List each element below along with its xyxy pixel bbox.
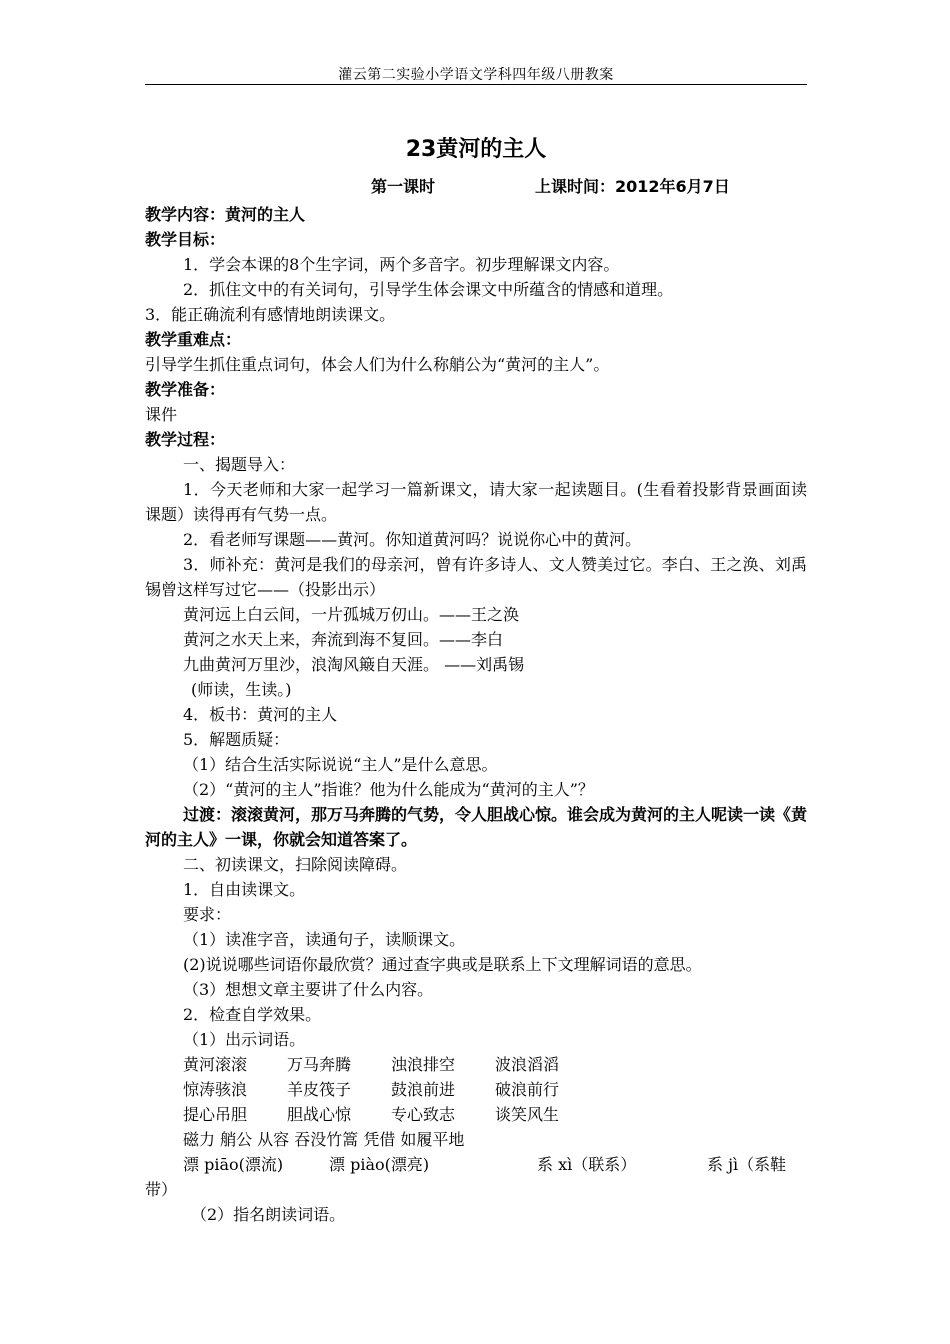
vocab-row xyxy=(145,1052,807,1077)
requirements-label: 要求： xyxy=(183,905,232,924)
polyphone-item: 漂 piāo(漂流) xyxy=(183,1155,284,1174)
vocab-word: 羊皮筏子 xyxy=(287,1080,352,1099)
check-item: （2）指名朗读词语。 xyxy=(191,1205,346,1224)
process-paragraph: 5．解题质疑： xyxy=(183,730,290,749)
process-paragraph: 4．板书：黄河的主人 xyxy=(183,705,338,724)
vocab-word: 万马奔腾 xyxy=(287,1055,352,1074)
goal-item: 3．能正确流利有感情地朗读课文。 xyxy=(145,305,396,324)
page-header: 灌云第二实验小学语文学科四年级八册教案 xyxy=(338,67,614,83)
poem-line: 九曲黄河万里沙，浪淘风簸自天涯。 ——刘禹锡 xyxy=(183,655,525,674)
difficulty-text: 引导学生抓住重点词句，体会人们为什么称艄公为“黄河的主人”。 xyxy=(145,355,610,374)
content-line: 教学内容：黄河的主人 xyxy=(145,205,306,224)
vocab-word: 波浪滔滔 xyxy=(495,1055,560,1074)
vocab-row xyxy=(145,1077,807,1102)
section-heading: 二、初读课文，扫除阅读障碍。 xyxy=(183,855,408,874)
transition-paragraph: 过渡：滚滚黄河，那万马奔腾的气势，令人胆战心惊。谁会成为黄河的主人呢读一读《黄河的主人》一课，你就会知道答案了。 xyxy=(145,805,808,849)
vocab-word: 胆战心惊 xyxy=(287,1105,352,1124)
polyphone-row xyxy=(145,1152,807,1177)
process-paragraph: 3．师补充：黄河是我们的母亲河，曾有许多诗人、文人赞美过它。李白、王之涣、刘禹锡曾这样写过它——（投影出示） xyxy=(145,555,807,599)
vocab-row xyxy=(145,1102,807,1127)
vocab-word: 浊浪排空 xyxy=(391,1055,456,1074)
vocab-word: 破浪前行 xyxy=(495,1080,560,1099)
process-paragraph: 1．自由读课文。 xyxy=(183,880,306,899)
process-paragraph: 1．今天老师和大家一起学习一篇新课文，请大家一起读题目。(生看着投影背景画面读课题）读得再有气势一点。 xyxy=(145,480,807,524)
question-item: （1）结合生活实际说说“主人”是什么意思。 xyxy=(183,755,498,774)
goal-item: 2．抓住文中的有关词句，引导学生体会课文中所蕴含的情感和道理。 xyxy=(183,280,674,299)
poem-line: 黄河远上白云间，一片孤城万仞山。——王之涣 xyxy=(183,605,520,624)
section-heading: 一、揭题导入： xyxy=(183,455,296,474)
header-divider xyxy=(145,84,807,85)
prep-text: 课件 xyxy=(145,405,178,424)
goals-heading: 教学目标： xyxy=(145,230,226,249)
polyphone-item: 系 xì（联系） xyxy=(537,1155,637,1174)
process-paragraph: 2．检查自学效果。 xyxy=(183,1005,322,1024)
lesson-period: 第一课时 xyxy=(371,177,436,196)
polyphone-continuation: 带） xyxy=(145,1180,178,1199)
poem-line: 黄河之水天上来，奔流到海不复回。——李白 xyxy=(183,630,504,649)
vocab-row: 磁力 艄公 从容 吞没竹篙 凭借 如履平地 xyxy=(183,1130,465,1149)
goal-item: 1．学会本课的8个生字词，两个多音字。初步理解课文内容。 xyxy=(183,255,620,274)
vocab-word: 提心吊胆 xyxy=(183,1105,248,1124)
reading-note: (师读，生读。) xyxy=(191,680,292,699)
vocab-word: 专心致志 xyxy=(391,1105,456,1124)
prep-heading: 教学准备： xyxy=(145,380,226,399)
polyphone-item: 漂 piào(漂亮) xyxy=(329,1155,430,1174)
question-item: （2）“黄河的主人”指谁？他为什么能成为“黄河的主人”？ xyxy=(183,780,594,799)
check-item: （1）出示词语。 xyxy=(183,1030,306,1049)
difficulty-heading: 教学重难点： xyxy=(145,330,242,349)
process-paragraph: 2．看老师写课题——黄河。你知道黄河吗？说说你心中的黄河。 xyxy=(183,530,642,549)
requirement-item: （3）想想文章主要讲了什么内容。 xyxy=(183,980,434,999)
lesson-title: 23黄河的主人 xyxy=(405,137,547,162)
vocab-word: 惊涛骇浪 xyxy=(183,1080,248,1099)
lesson-subtitle xyxy=(145,172,807,202)
requirement-item: （1）读准字音，读通句子，读顺课文。 xyxy=(183,930,466,949)
process-heading: 教学过程： xyxy=(145,430,226,449)
requirement-item: (2)说说哪些词语你最欣赏？通过查字典或是联系上下文理解词语的意思。 xyxy=(183,955,702,974)
vocab-word: 谈笑风生 xyxy=(495,1105,560,1124)
polyphone-item: 系 jì（系鞋 xyxy=(707,1155,787,1174)
vocab-word: 黄河滚滚 xyxy=(183,1055,248,1074)
lesson-plan-body xyxy=(145,132,807,1227)
lesson-date: 上课时间：2012年6月7日 xyxy=(535,177,730,196)
vocab-word: 鼓浪前进 xyxy=(391,1080,456,1099)
